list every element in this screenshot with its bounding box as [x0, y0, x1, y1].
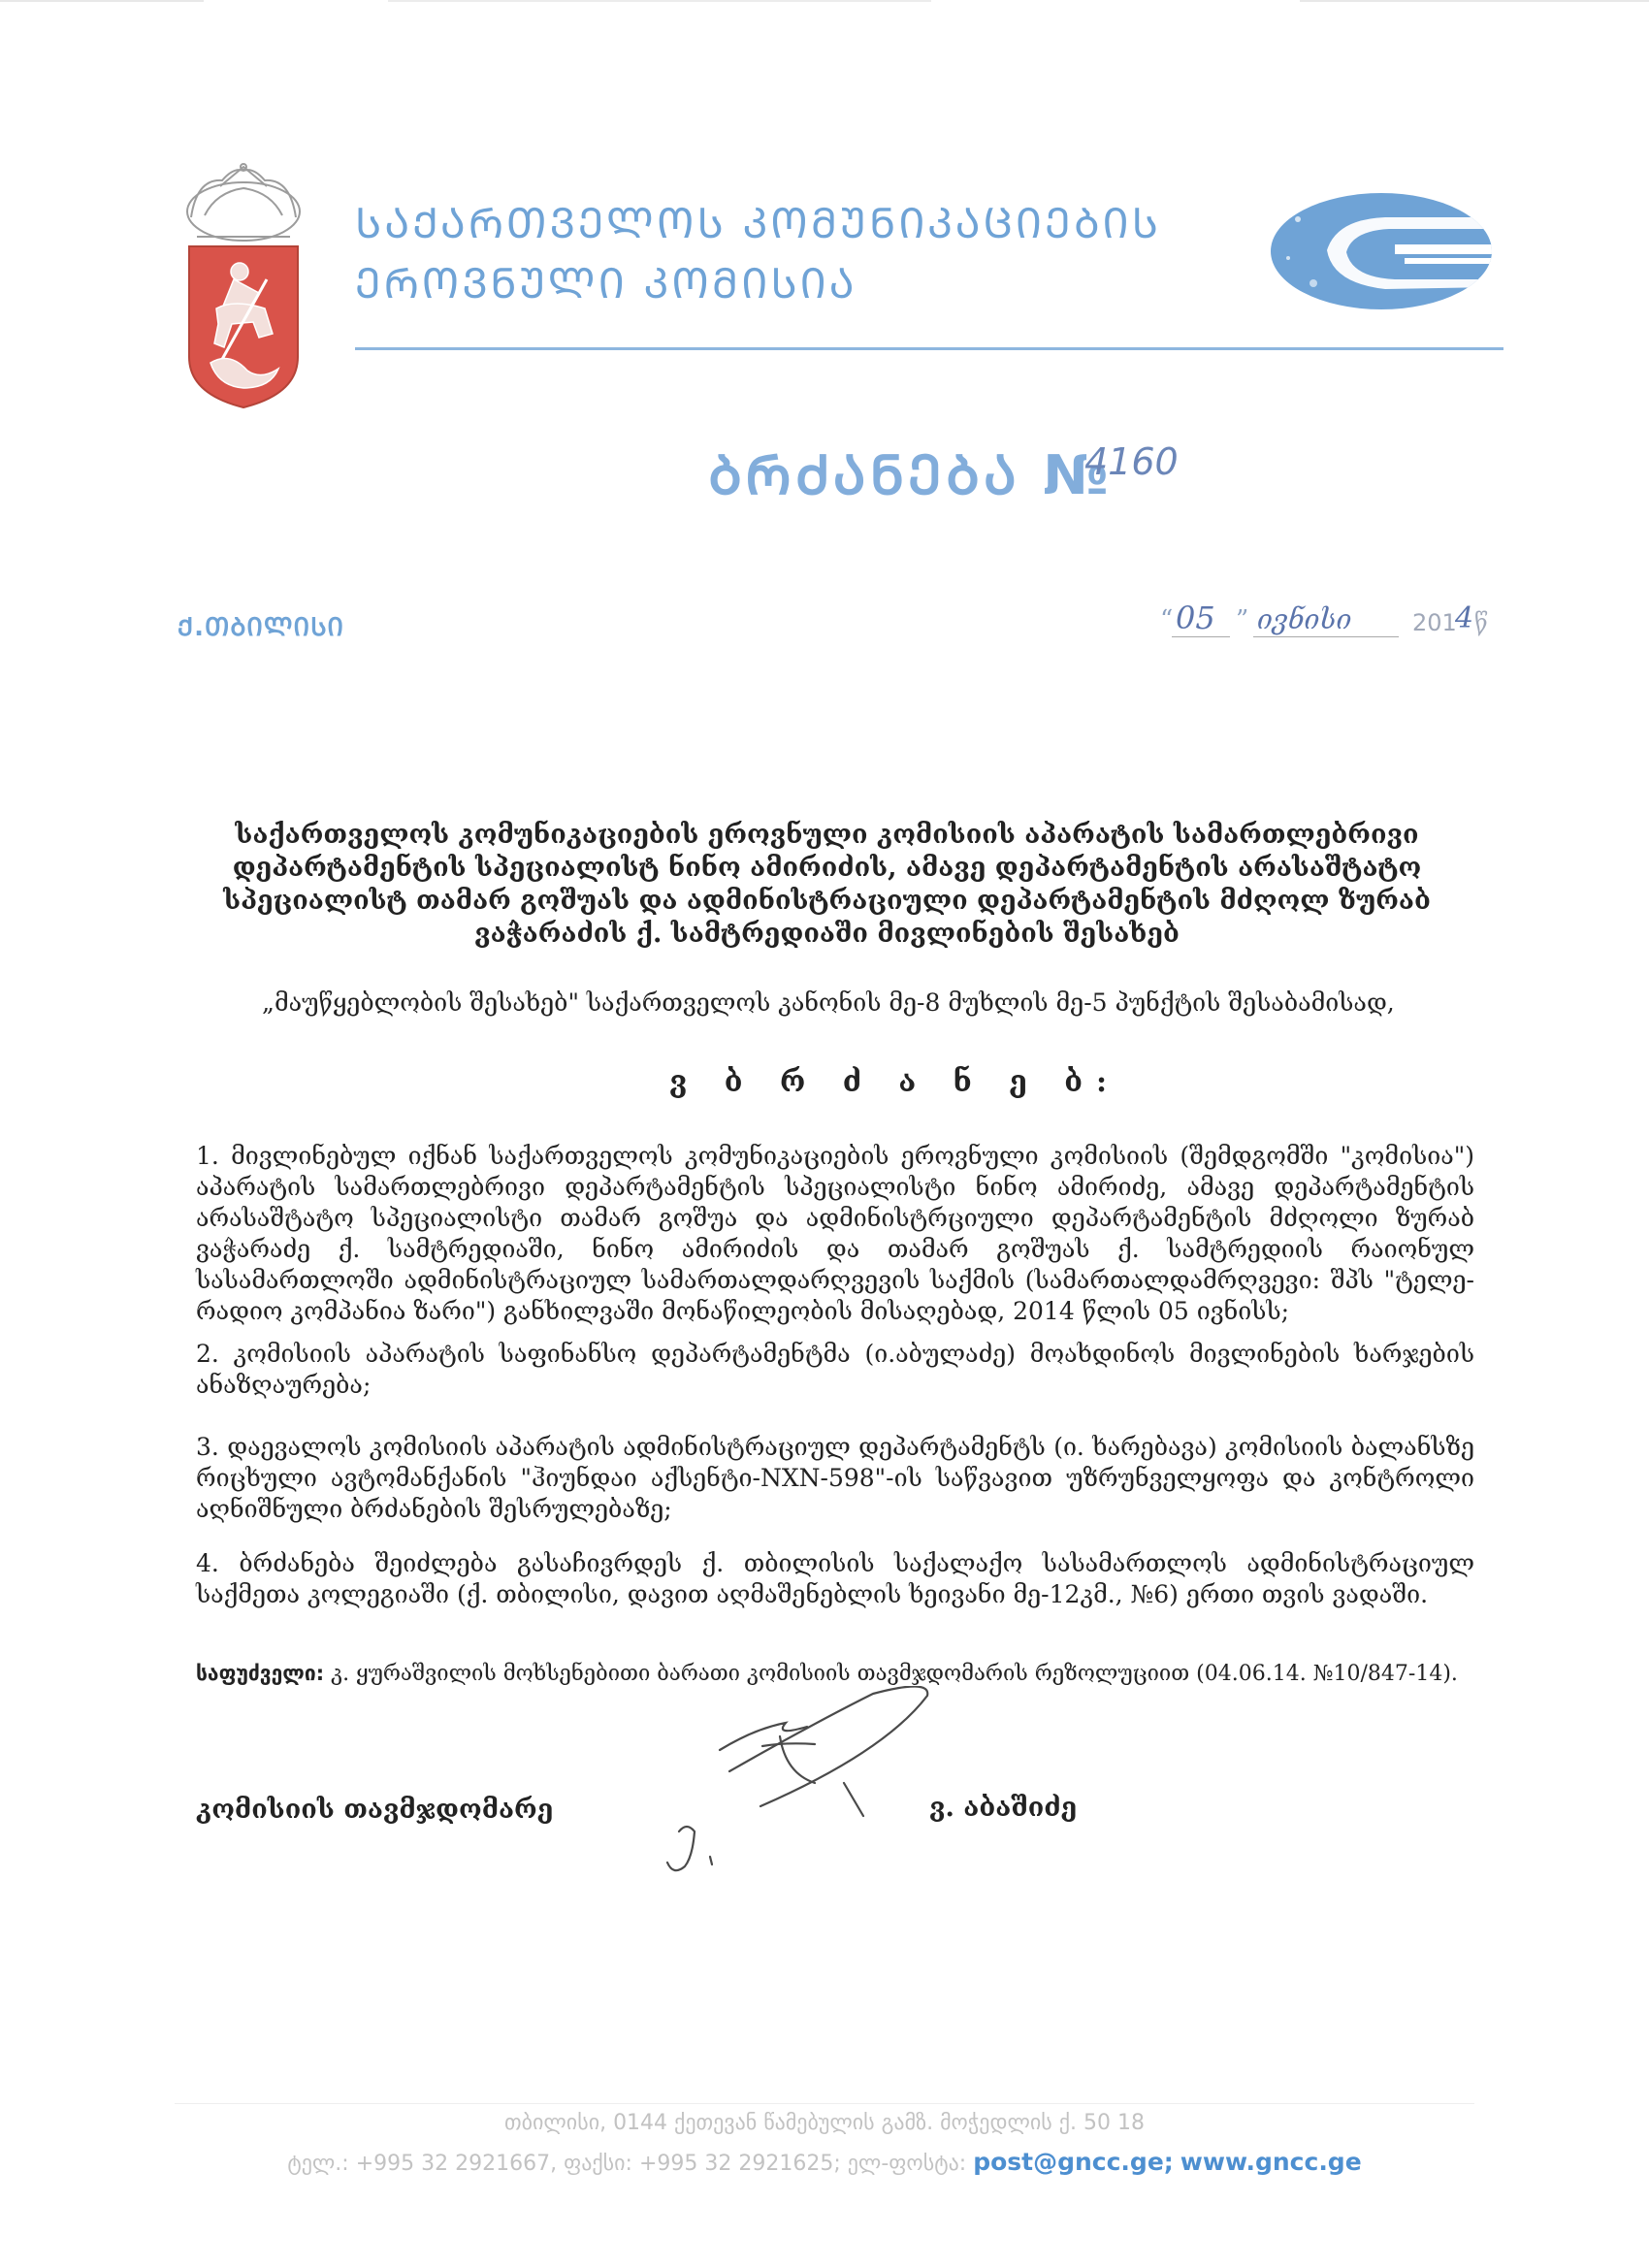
order-paragraph-3: 3. დაევალოს კომისიის აპარატის ადმინისტრაციულ დეპარტამენტს (ი. ხარებავა) კომისიის ბალანსზე რიცხული ავტომანქანის "ჰიუნდაი აქსენტი-NXN-598"-ის საწვავით უზრუნველყოფა და კონტროლი აღნიშნული ბრძანების შესრულებაზე;	[196, 1433, 1474, 1523]
date-month: ივნისი	[1257, 603, 1352, 635]
date-year-prefix: 201	[1412, 609, 1457, 636]
handwritten-signature-icon	[640, 1686, 970, 1899]
footer-email-link[interactable]: post@gncc.ge	[973, 2148, 1164, 2176]
order-number: 4160	[1084, 440, 1179, 483]
order-title: ᲑᲠᲫᲐᲜᲔᲑᲐ №	[708, 444, 1113, 507]
footer-contacts	[194, 2148, 1455, 2176]
footer-website-link[interactable]: www.gncc.ge	[1180, 2148, 1362, 2176]
date-day: 05	[1176, 599, 1215, 636]
organization-title-line-2: ᲔᲠᲝᲕᲜᲣᲚᲘ ᲙᲝᲛᲘᲡᲘᲐ	[355, 260, 857, 308]
foundation-text: კ. ყურაშვილის მოხსენებითი ბარათი კომისიის თავმჯდომარის რეზოლუციით (04.06.14. №10/847-14).	[331, 1662, 1458, 1686]
header-divider	[355, 347, 1504, 350]
foundation-label: საფუძველი:	[196, 1662, 325, 1685]
legal-basis: „მაუწყებლობის შესახებ" საქართველოს კანონის მე-8 მუხლის მე-5 პუნქტის შესაბამისად,	[262, 988, 1395, 1017]
coat-of-arms-icon	[178, 163, 309, 411]
document-date: “ 05 ” ივნისი 201 4 წ	[1160, 599, 1488, 636]
footer-address: თბილისი, 0144 ქეთევან წამებულის გამზ. მოჭედლის ქ. 50 18	[504, 2111, 1145, 2135]
footer-divider	[175, 2103, 1474, 2104]
date-year-end: წ	[1474, 609, 1488, 636]
date-year-suffix: 4	[1455, 601, 1474, 635]
chairman-name: ვ. აბაშიძე	[929, 1793, 1078, 1823]
scan-edge-marks	[0, 0, 1649, 8]
footer-separator: ;	[1163, 2148, 1174, 2176]
footer-phone-fax: ტელ.: +995 32 2921667, ფაქსი: +995 32 2921625; ელ-ფოსტა:	[287, 2152, 967, 2176]
foundation-note	[196, 1659, 1474, 1689]
order-paragraph-2: 2. კომისიის აპარატის საფინანსო დეპარტამენტმა (ი.აბულაძე) მოახდინოს მივლინების ხარჯების ანაზღაურება;	[196, 1340, 1474, 1399]
city-label: Ქ.ᲗᲑᲘᲚᲘᲡᲘ	[178, 613, 344, 642]
order-paragraph-1: 1. მივლინებულ იქნან საქართველოს კომუნიკაციების ეროვნული კომისიის (შემდგომში "კომისია") აპარატის სამართლებრივი დეპარტამენტის სპეციალისტი ნინო ამირიძე, ამავე დეპარტამენტის არასაშტატო სპეციალისტი თამარ გოშუა და ადმინისტრციული დეპარტამენტის მძღოლი ზურაბ ვაჭარაძე ქ. სამტრედიაში, ნინო ამირიძის და თამარ გოშუას ქ. სამტრედიის რაიონულ სასამართლოში ადმინისტრაციულ სამართალდარღვევის საქმის (სამართალდამრღვევი: შპს "ტელე-რადიო კომპანია ზარი") განხილვაში მონაწილეობის მისაღებად, 2014 წლის 05 ივნისს;	[196, 1142, 1474, 1325]
order-paragraph-4: 4. ბრძანება შეიძლება გასაჩივრდეს ქ. თბილისის საქალაქო სასამართლოს ადმინისტრაციულ საქმეთა კოლეგიაში (ქ. თბილისი, დავით აღმაშენებლის ხეივანი მე-12კმ., №6) ერთი თვის ვადაში.	[196, 1549, 1474, 1608]
gncc-logo-icon	[1269, 190, 1494, 312]
orders-heading: ვ ბ რ ძ ა ნ ე ბ:	[669, 1065, 1121, 1099]
organization-title	[355, 194, 1228, 314]
document-subject: საქართველოს კომუნიკაციების ეროვნული კომისიის აპარატის სამართლებრივი დეპარტამენტის სპეციალისტ ნინო ამირიძის, ამავე დეპარტამენტის არასაშტატო სპეციალისტ თამარ გოშუას და ადმინისტრაციული დეპარტამენტის მძღოლ ზურაბ ვაჭარაძის ქ. სამტრედიაში მივლინების შესახებ	[223, 820, 1431, 949]
organization-title-line-1: ᲡᲐᲥᲐᲠᲗᲕᲔᲚᲝᲡ ᲙᲝᲛᲣᲜᲘᲙᲐᲪᲘᲔᲑᲘᲡ	[355, 200, 1162, 248]
chairman-title: კომისიის თავმჯდომარე	[196, 1795, 554, 1825]
